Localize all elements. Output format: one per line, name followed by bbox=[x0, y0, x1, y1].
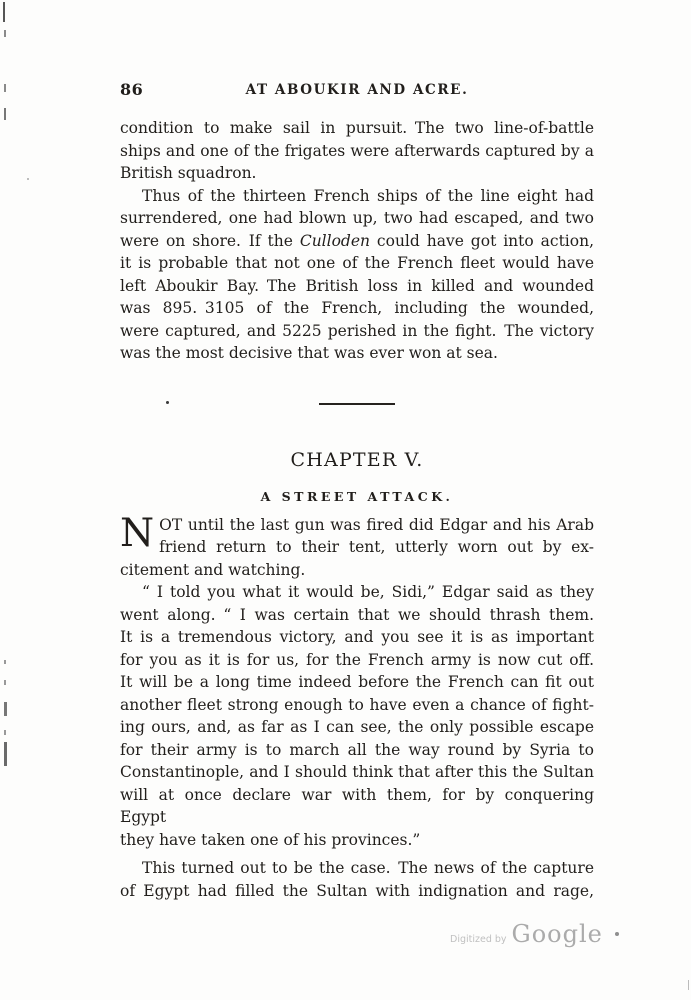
paragraph bbox=[120, 185, 594, 365]
scan-artifact bbox=[4, 742, 7, 766]
scan-artifact bbox=[4, 702, 7, 716]
body-line: for you as it is for us, for the French army is now cut off. bbox=[120, 650, 594, 669]
body-line: was the most decisive that was ever won at sea. bbox=[120, 344, 498, 362]
body-line: Thus of the thirteen French ships of the line eight had bbox=[142, 186, 594, 205]
body-line: another fleet strong enough to have even a chance of fight- bbox=[120, 695, 594, 714]
scan-artifact bbox=[4, 84, 6, 92]
digitized-by-google-watermark bbox=[450, 920, 650, 948]
body-line: “ I told you what it would be, Sidi,” Edgar said as they bbox=[142, 583, 594, 601]
body-line: surrendered, one had blown up, two had escaped, and two bbox=[120, 209, 594, 227]
drop-cap: N bbox=[120, 510, 155, 556]
body-line: of Egypt had filled the Sultan with indignation and rage, bbox=[120, 881, 594, 900]
body-line: left Aboukir Bay. The British loss in killed and wounded bbox=[120, 276, 594, 295]
line-fragment: could have got into action, bbox=[370, 231, 594, 250]
body-line: will at once declare war with them, for by conquering Egypt bbox=[120, 785, 594, 826]
paragraph bbox=[120, 857, 594, 902]
body-line: It will be a long time indeed before the French can fit out bbox=[120, 673, 594, 691]
body-line: it is probable that not one of the French fleet would have bbox=[120, 254, 594, 272]
body-line: ing ours, and, as far as I can see, the only possible escape bbox=[120, 718, 594, 736]
body-line: were captured, and 5225 perished in the fight. The victory bbox=[120, 321, 594, 340]
scan-artifact bbox=[688, 980, 689, 990]
chapter-title: CHAPTER V. bbox=[290, 448, 424, 471]
body-line: ships and one of the frigates were afterwards captured by a bbox=[120, 141, 594, 160]
paragraph bbox=[120, 510, 594, 582]
scan-artifact bbox=[27, 178, 29, 180]
body-line bbox=[120, 230, 594, 253]
body-line: citement and watching. bbox=[120, 560, 306, 579]
section-divider-rule bbox=[319, 403, 395, 405]
line-fragment: were on shore. If the bbox=[120, 231, 300, 250]
running-header: AT ABOUKIR AND ACRE. bbox=[245, 82, 469, 98]
scan-artifact bbox=[4, 660, 6, 664]
body-line: This turned out to be the case. The news of the capture bbox=[142, 859, 594, 877]
ink-dot-artifact bbox=[615, 932, 619, 936]
body-line: went along. “ I was certain that we should thrash them. bbox=[120, 605, 594, 624]
body-line: for their army is to march all the way round by Syria to bbox=[120, 740, 594, 759]
scan-artifact bbox=[4, 108, 6, 120]
body-line: was 895. 3105 of the French, including the wounded, bbox=[120, 299, 594, 317]
body-line: condition to make sail in pursuit. The two line-of-battle bbox=[120, 119, 594, 137]
ship-name-italic: Culloden bbox=[299, 231, 370, 250]
body-line: British squadron. bbox=[120, 164, 257, 182]
text-column bbox=[120, 117, 594, 902]
scan-artifact bbox=[4, 30, 6, 37]
paragraph bbox=[120, 117, 594, 185]
chapter-subtitle: A STREET ATTACK. bbox=[260, 488, 454, 504]
scan-artifact bbox=[4, 730, 6, 735]
body-line: It is a tremendous victory, and you see it is as important bbox=[120, 628, 594, 646]
google-logo: Google bbox=[511, 920, 603, 948]
watermark-prefix: Digitized by bbox=[450, 934, 507, 945]
body-line: Constantinople, and I should think that after this the Sultan bbox=[120, 763, 594, 781]
ink-dot-artifact bbox=[166, 401, 169, 404]
page-number: 86 bbox=[120, 80, 144, 99]
body-line: they have taken one of his provinces.” bbox=[120, 830, 421, 849]
body-line: OT until the last gun was fired did Edgar and his Arab bbox=[159, 515, 594, 534]
scan-artifact bbox=[4, 680, 6, 685]
scan-artifact bbox=[3, 2, 5, 22]
paragraph bbox=[120, 581, 594, 851]
body-line: friend return to their tent, utterly worn out by ex- bbox=[159, 538, 594, 556]
